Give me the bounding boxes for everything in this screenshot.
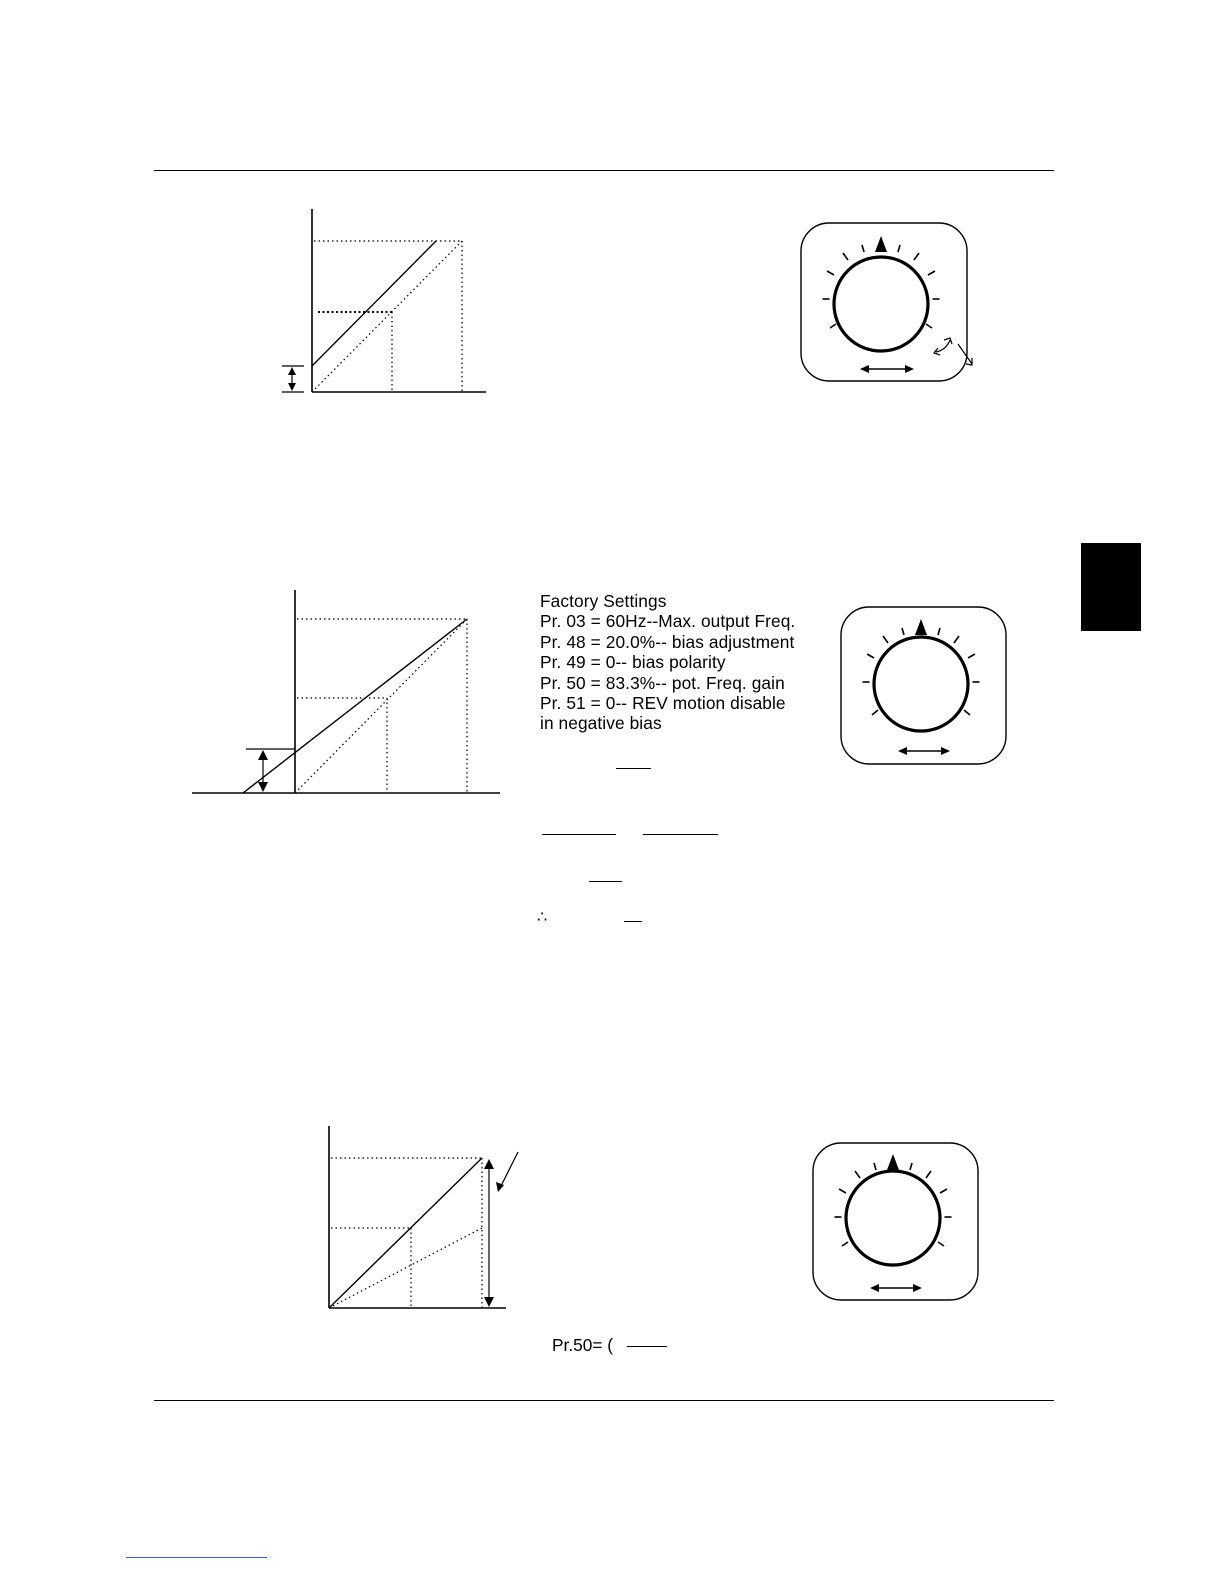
origin-dotted-line bbox=[312, 241, 462, 392]
dial-ticks bbox=[863, 628, 980, 715]
leader-line bbox=[500, 1152, 518, 1188]
bias-arrow-up bbox=[288, 367, 296, 375]
bias-solid-line bbox=[312, 241, 436, 366]
chapter-tab bbox=[1081, 543, 1141, 631]
factory-setting-line: Pr. 49 = 0-- bias polarity bbox=[540, 652, 726, 673]
fraction-bar bbox=[643, 834, 718, 835]
factory-setting-line: Pr. 48 = 20.0%-- bias adjustment bbox=[540, 631, 795, 652]
bias-arrow-up bbox=[258, 750, 268, 760]
factory-setting-line: Pr. 51 = 0-- REV motion disable bbox=[540, 693, 786, 714]
origin-dotted-line bbox=[295, 619, 467, 793]
dial-circle bbox=[874, 637, 968, 731]
solid-line bbox=[329, 1158, 482, 1308]
bias-graph-2 bbox=[190, 588, 505, 803]
dial-pointer bbox=[875, 236, 887, 252]
dial-circle bbox=[834, 257, 928, 351]
potentiometer-dial-1 bbox=[800, 222, 990, 387]
factory-setting-line: Pr. 03 = 60Hz--Max. output Freq. bbox=[540, 611, 796, 632]
fraction-bar bbox=[624, 921, 642, 922]
bias-arrow-down bbox=[288, 383, 296, 391]
dial-circle bbox=[846, 1171, 940, 1265]
factory-setting-line: Pr. 50 = 83.3%-- pot. Freq. gain bbox=[540, 672, 785, 693]
gain-dotted-line bbox=[329, 1228, 482, 1308]
gain-arrow-up bbox=[484, 1159, 494, 1169]
factory-settings-block bbox=[540, 591, 840, 734]
potentiometer-dial-3 bbox=[812, 1142, 984, 1304]
potentiometer-dial-2 bbox=[840, 606, 1010, 768]
dial-pointer bbox=[915, 619, 927, 635]
dial-pointer bbox=[887, 1154, 899, 1170]
bias-solid-line bbox=[243, 619, 467, 793]
therefore-symbol: ∴ bbox=[537, 907, 548, 926]
fraction-bar bbox=[542, 834, 616, 835]
dial-ticks bbox=[835, 1163, 952, 1246]
fraction-bar bbox=[589, 881, 622, 882]
bias-arrow-down bbox=[258, 782, 268, 792]
factory-settings-heading: Factory Settings bbox=[540, 591, 667, 611]
footer-link[interactable] bbox=[126, 1557, 267, 1558]
footer-rule bbox=[154, 1400, 1054, 1401]
fraction-bar bbox=[616, 768, 651, 769]
gain-arrow-down bbox=[484, 1297, 494, 1307]
fraction-bar bbox=[627, 1346, 667, 1347]
header-rule bbox=[154, 170, 1054, 171]
gain-graph-3 bbox=[320, 1122, 525, 1317]
bias-graph-1 bbox=[270, 205, 500, 405]
factory-setting-line: in negative bias bbox=[540, 713, 662, 734]
pr50-formula bbox=[552, 1335, 613, 1355]
formula-prefix: Pr.50= ( bbox=[552, 1335, 613, 1355]
